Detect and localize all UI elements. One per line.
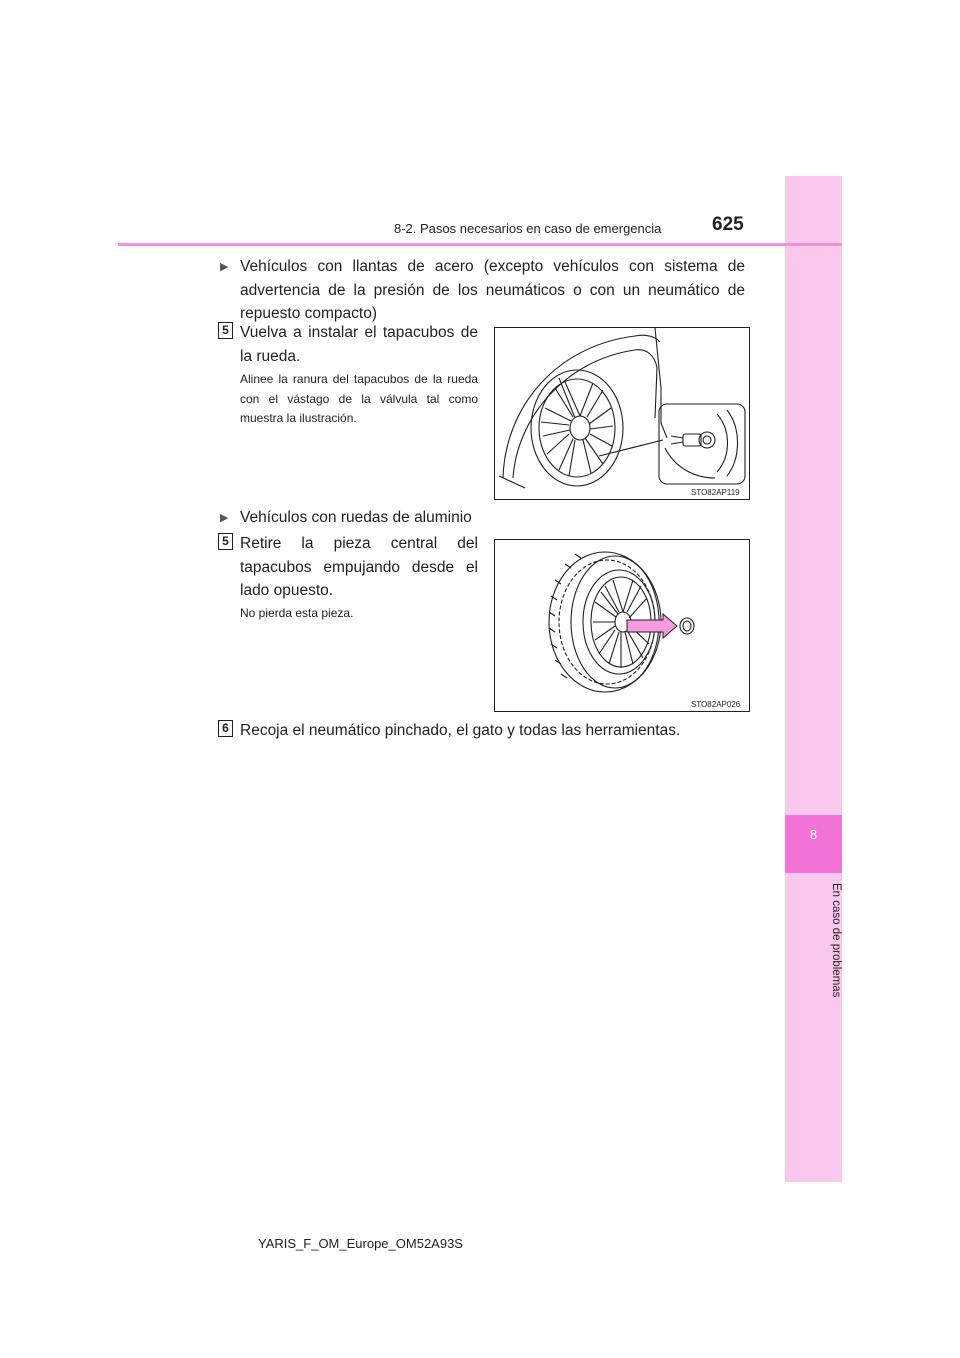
chapter-number-tab[interactable]: 8 — [785, 815, 842, 873]
figure-2-code: STO82AP026 — [691, 700, 741, 709]
chapter-title-tab: En caso de problemas — [830, 883, 842, 998]
condition-aluminum-wheels — [220, 506, 490, 530]
tire-center-cap-illustration — [495, 540, 750, 712]
side-tab — [785, 176, 842, 1182]
step-number-badge: 5 — [218, 533, 233, 550]
step-5a-text: Vuelva a instalar el tapacubos de la rueda. — [240, 324, 478, 365]
condition-steel-wheels — [220, 255, 745, 326]
condition-aluminum-wheels-text: Vehículos con ruedas de aluminio — [240, 509, 472, 526]
step-6-text: Recoja el neumático pinchado, el gato y todas las herramientas. — [240, 722, 681, 739]
figure-wheel-cover-install — [494, 327, 750, 500]
page-number: 625 — [712, 214, 744, 235]
step-number-badge: 6 — [218, 720, 233, 737]
wheel-cover-illustration — [495, 328, 750, 500]
condition-steel-wheels-text: Vehículos con llantas de acero (excepto vehículos con sistema de advertencia de la presión de los neumáticos o con un neumático de repuesto compacto) — [240, 258, 745, 322]
figure-1-code: STO82AP119 — [691, 488, 740, 497]
direction-arrow-icon — [627, 614, 677, 638]
step-number-badge: 5 — [218, 322, 233, 339]
step-5a-note: Alinee la ranura del tapacubos de la rueda con el vástago de la válvula tal como muestra la ilustración. — [240, 372, 478, 425]
step-5b-text: Retire la pieza central del tapacubos empujando desde el lado opuesto. — [240, 535, 478, 599]
document-code: YARIS_F_OM_Europe_OM52A93S — [258, 1236, 463, 1251]
header-rule — [118, 243, 842, 246]
bullet-triangle-icon: ▶ — [220, 261, 229, 273]
figure-center-cap-removal — [494, 539, 750, 712]
section-title: 8-2. Pasos necesarios en caso de emergencia — [394, 221, 662, 236]
step-5b-note: No pierda esta pieza. — [240, 606, 354, 620]
bullet-triangle-icon: ▶ — [220, 512, 229, 524]
